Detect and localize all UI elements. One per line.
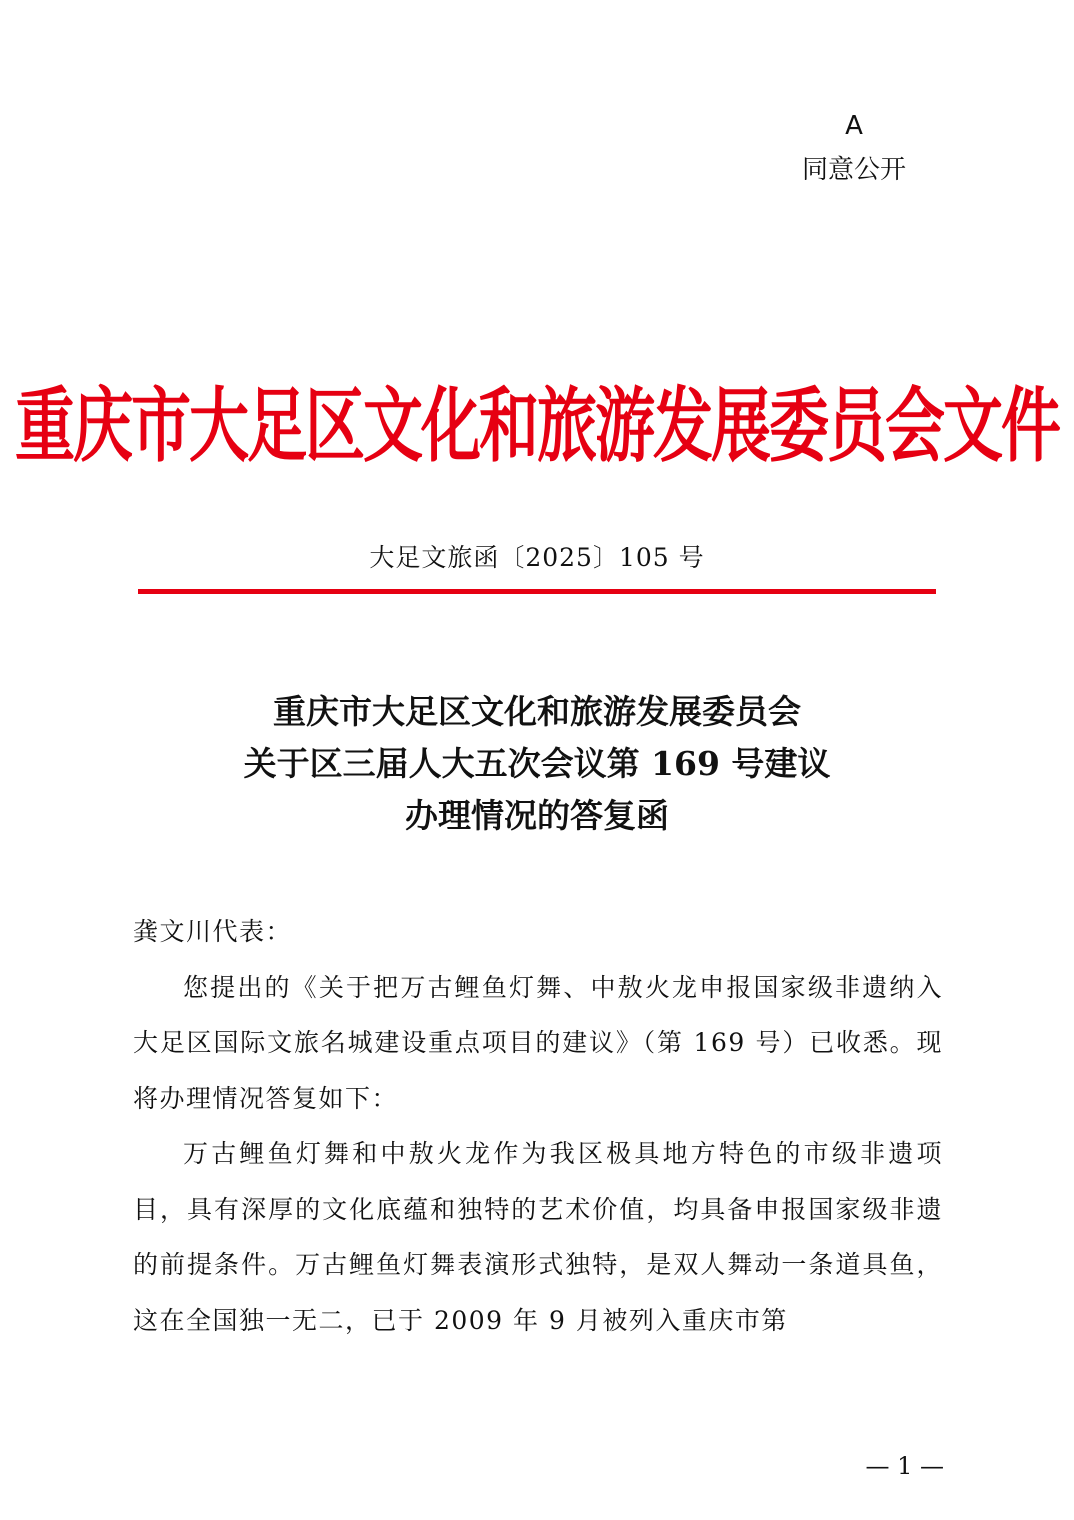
red-divider-line xyxy=(138,589,936,594)
title-line-2: 关于区三届人大五次会议第 169 号建议 xyxy=(243,744,831,783)
document-body xyxy=(133,904,943,1348)
disclosure-grade: A xyxy=(845,111,863,141)
body-paragraph-1: 您提出的《关于把万古鲤鱼灯舞、中敖火龙申报国家级非遗纳入大足区国际文旅名城建设重点项目的建议》（第 169 号）已收悉。现将办理情况答复如下： xyxy=(133,972,943,1113)
salutation: 龚文川代表： xyxy=(133,917,293,946)
document-title xyxy=(0,686,1074,842)
body-paragraph-2: 万古鲤鱼灯舞和中敖火龙作为我区极具地方特色的市级非遗项目，具有深厚的文化底蕴和独特的艺术价值，均具备申报国家级非遗的前提条件。万古鲤鱼灯舞表演形式独特，是双人舞动一条道具鱼，这在全国独一无二，已于 2009 年 9 月被列入重庆市第 xyxy=(133,1139,943,1335)
page-number: — 1 — xyxy=(865,1452,944,1480)
disclosure-marking xyxy=(784,104,924,192)
title-line-3: 办理情况的答复函 xyxy=(405,796,669,835)
red-header-title: 重庆市大足区文化和旅游发展委员会文件 xyxy=(15,379,1059,475)
disclosure-status: 同意公开 xyxy=(801,155,906,185)
title-line-1: 重庆市大足区文化和旅游发展委员会 xyxy=(273,692,801,731)
document-number: 大足文旅函〔2025〕105 号 xyxy=(369,543,705,572)
